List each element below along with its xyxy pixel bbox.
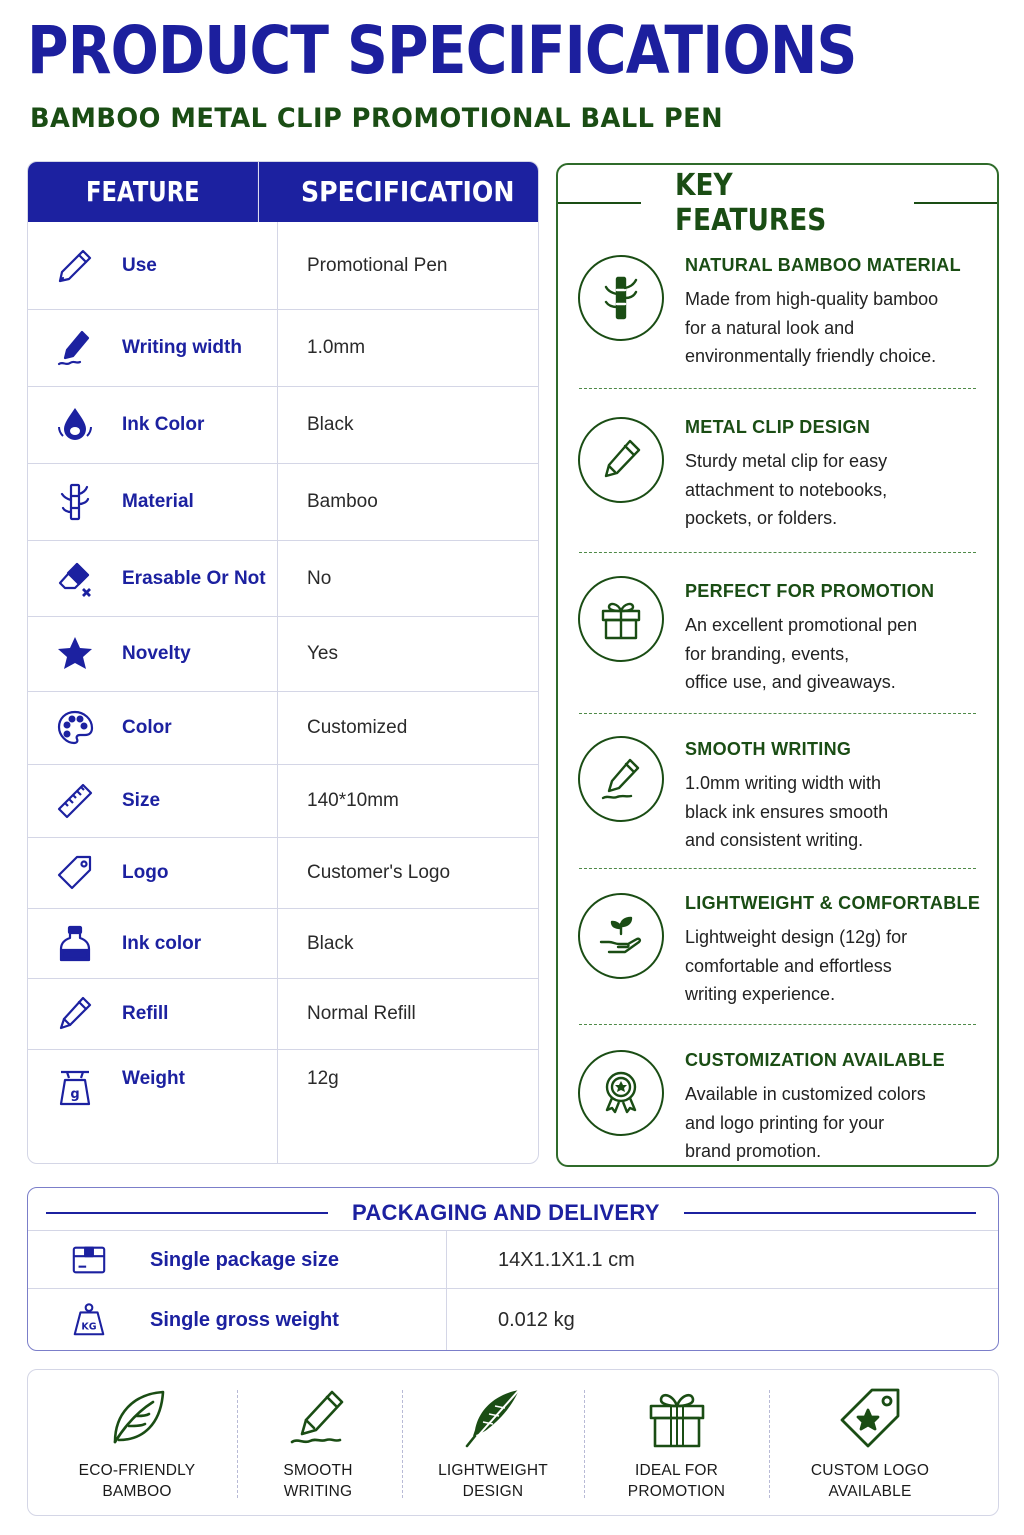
spec-table-header <box>28 162 538 222</box>
eraser-icon <box>28 559 122 599</box>
key-feature-description <box>685 1080 985 1166</box>
badge-label <box>48 1460 226 1502</box>
feature-badge <box>238 1370 398 1517</box>
description-line: brand promotion. <box>685 1141 822 1161</box>
key-feature-description <box>685 769 985 855</box>
description-line: and consistent writing. <box>685 830 864 850</box>
feature-label: Ink color <box>122 932 202 954</box>
key-feature-heading: METAL CLIP DESIGN <box>685 417 871 437</box>
pen-writing-icon <box>286 1386 350 1450</box>
badge-line: PROMOTION <box>627 1483 726 1500</box>
feature-badge <box>403 1370 583 1517</box>
feature-value: 140*10mm <box>307 790 399 811</box>
packaging-label: Single package size <box>150 1248 339 1271</box>
feature-label: Use <box>122 254 157 276</box>
packaging-title: PACKAGING AND DELIVERY <box>352 1200 660 1225</box>
badge-line: IDEAL FOR <box>634 1462 719 1479</box>
feature-value: Customized <box>307 717 408 738</box>
award-badge-icon <box>578 1050 664 1136</box>
key-feature-item <box>578 739 977 849</box>
key-features-title: KEY FEATURES <box>674 168 827 238</box>
ruler-icon <box>28 781 122 821</box>
divider-line <box>684 1212 976 1214</box>
dashed-separator <box>579 1024 976 1025</box>
feature-label: Size <box>122 790 161 811</box>
table-row <box>28 387 538 464</box>
pencil-icon <box>578 417 664 503</box>
description-line: writing experience. <box>685 984 836 1004</box>
feature-value: Customer's Logo <box>307 862 451 883</box>
badge-label <box>770 1460 970 1502</box>
badge-line: WRITING <box>283 1483 353 1500</box>
feature-label: Ink Color <box>122 414 205 435</box>
hand-leaf-icon <box>578 893 664 979</box>
feature-value: 12g <box>307 1068 339 1089</box>
description-line: Available in customized colors <box>685 1084 926 1104</box>
bamboo-icon <box>578 255 664 341</box>
ink-drop-icon <box>28 405 122 445</box>
feature-label: Writing width <box>122 337 242 358</box>
row-divider <box>28 1288 998 1289</box>
badge-label <box>238 1460 398 1502</box>
pen-icon <box>28 246 122 286</box>
kg-weight-icon <box>28 1301 150 1339</box>
feature-badge <box>48 1370 226 1517</box>
divider-line <box>558 202 641 204</box>
description-line: environmentally friendly choice. <box>685 346 937 366</box>
divider-line <box>46 1212 328 1214</box>
table-row <box>28 541 538 617</box>
description-line: pockets, or folders. <box>685 508 838 528</box>
page-title: PRODUCT SPECIFICATIONS <box>27 12 857 89</box>
feature-badge <box>585 1370 768 1517</box>
feature-badge <box>770 1370 970 1517</box>
feature-label: Erasable Or Not <box>122 567 266 589</box>
packaging-value: 0.012 kg <box>498 1308 575 1331</box>
table-row <box>28 1230 998 1290</box>
key-feature-description <box>685 285 985 371</box>
tag-icon <box>28 853 122 893</box>
key-feature-description <box>685 923 985 1009</box>
key-feature-item <box>578 581 977 691</box>
key-feature-item <box>578 1050 977 1160</box>
packaging-panel <box>27 1187 999 1351</box>
feature-value: Normal Refill <box>307 1003 416 1024</box>
feature-value: No <box>307 567 332 589</box>
feature-label: Refill <box>122 1003 169 1024</box>
feature-value: Black <box>307 414 354 435</box>
star-tag-icon <box>838 1386 902 1450</box>
feature-value: Black <box>307 932 354 954</box>
table-row <box>28 838 538 909</box>
description-line: Sturdy metal clip for easy <box>685 451 888 471</box>
table-row <box>28 464 538 541</box>
weight-scale-icon <box>28 1068 122 1108</box>
table-row <box>28 222 538 310</box>
badge-label <box>585 1460 768 1502</box>
badge-line: DESIGN <box>462 1483 524 1500</box>
page-subtitle: BAMBOO METAL CLIP PROMOTIONAL BALL PEN <box>30 103 724 134</box>
col-header-specification: SPECIFICATION <box>300 175 515 208</box>
packaging-value: 14X1.1X1.1 cm <box>498 1248 635 1271</box>
key-features-panel <box>556 163 999 1167</box>
description-line: black ink ensures smooth <box>685 801 889 822</box>
gift-icon <box>645 1386 709 1450</box>
description-line: and logo printing for your <box>685 1112 885 1133</box>
pen-writing-icon <box>578 736 664 822</box>
dashed-separator <box>579 388 976 389</box>
palette-icon <box>28 708 122 748</box>
description-line: Made from high-quality bamboo <box>685 289 939 309</box>
badge-line: LIGHTWEIGHT <box>438 1462 548 1479</box>
feature-label: Novelty <box>122 643 191 664</box>
feather-icon <box>461 1386 525 1450</box>
divider-line <box>914 202 997 204</box>
description-line: Lightweight design (12g) for <box>685 927 908 947</box>
svg-text:g: g <box>70 1087 80 1102</box>
key-feature-description <box>685 611 985 697</box>
description-line: comfortable and effortless <box>685 955 892 976</box>
table-row <box>28 1290 998 1350</box>
badge-line: ECO-FRIENDLY <box>78 1462 196 1479</box>
key-feature-description <box>685 447 985 533</box>
pen-writing-icon <box>28 328 122 368</box>
dashed-separator <box>579 713 976 714</box>
feature-label: Logo <box>122 862 169 883</box>
description-line: An excellent promotional pen <box>685 615 918 635</box>
description-line: attachment to notebooks, <box>685 479 888 500</box>
table-row <box>28 909 538 979</box>
key-features-header <box>558 168 997 238</box>
feature-label: Material <box>122 491 194 512</box>
packaging-label: Single gross weight <box>150 1308 339 1331</box>
feature-label: Color <box>122 717 172 738</box>
feature-label: Weight <box>122 1068 185 1089</box>
badge-line: CUSTOM LOGO <box>810 1462 930 1479</box>
bamboo-icon <box>28 482 122 522</box>
feature-value: Yes <box>307 643 338 664</box>
gift-icon <box>578 576 664 662</box>
spec-table <box>27 161 539 1164</box>
badge-line: BAMBOO <box>102 1483 172 1500</box>
col-header-feature: FEATURE <box>85 175 200 208</box>
key-feature-heading: PERFECT FOR PROMOTION <box>685 581 935 601</box>
star-icon <box>28 634 122 674</box>
feature-badges-strip <box>27 1369 999 1516</box>
package-box-icon <box>28 1241 150 1279</box>
table-row <box>28 617 538 692</box>
key-feature-heading: LIGHTWEIGHT & COMFORTABLE <box>685 893 981 913</box>
key-feature-heading: CUSTOMIZATION AVAILABLE <box>685 1050 945 1070</box>
badge-line: SMOOTH <box>283 1462 353 1479</box>
key-feature-item <box>578 255 977 365</box>
key-feature-item <box>578 893 981 1004</box>
packaging-header <box>28 1196 998 1230</box>
table-row <box>28 310 538 387</box>
dashed-separator <box>579 552 976 553</box>
table-row <box>28 1050 538 1164</box>
feature-value: Bamboo <box>307 491 378 512</box>
feature-value: 1.0mm <box>307 337 366 358</box>
feature-value: Promotional Pen <box>307 254 448 276</box>
pencil-icon <box>28 994 122 1034</box>
key-feature-heading: SMOOTH WRITING <box>685 739 852 759</box>
key-feature-heading: NATURAL BAMBOO MATERIAL <box>685 255 961 275</box>
table-row <box>28 692 538 765</box>
description-line: 1.0mm writing width with <box>685 773 882 793</box>
description-line: office use, and giveaways. <box>685 672 896 692</box>
dashed-separator <box>579 868 976 869</box>
table-row <box>28 979 538 1050</box>
key-feature-item <box>578 417 977 527</box>
spec-table-body <box>28 222 538 1164</box>
description-line: for branding, events, <box>685 643 850 664</box>
table-row <box>28 765 538 838</box>
badge-line: AVAILABLE <box>828 1483 912 1500</box>
ink-bottle-icon <box>28 924 122 964</box>
svg-text:KG: KG <box>81 1321 97 1333</box>
badge-label <box>403 1460 583 1502</box>
description-line: for a natural look and <box>685 317 855 338</box>
leaf-icon <box>105 1386 169 1450</box>
